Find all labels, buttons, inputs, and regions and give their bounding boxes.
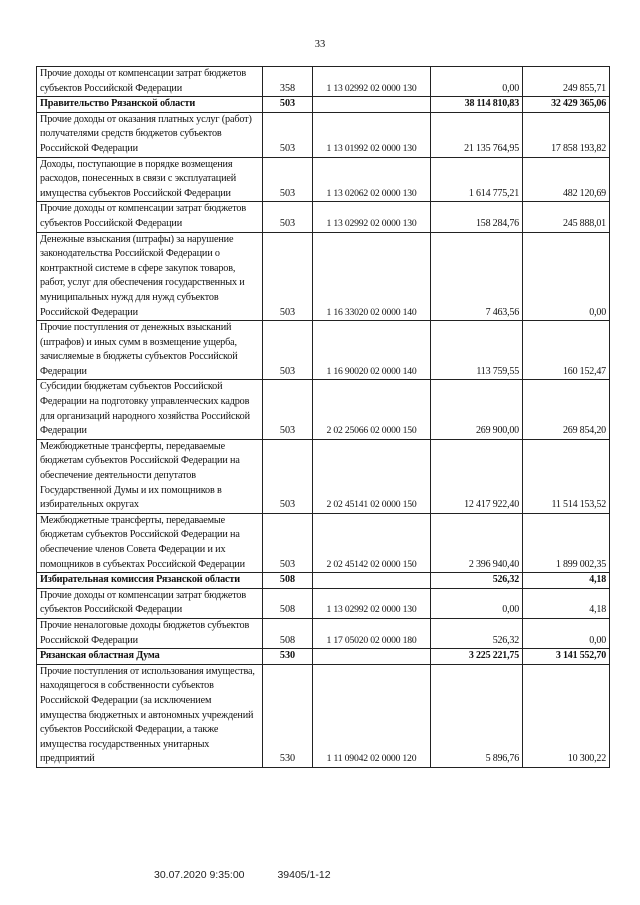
revenue-table bbox=[36, 66, 610, 768]
table-row bbox=[37, 649, 610, 665]
cell-amount-executed: 3 141 552,70 bbox=[523, 649, 610, 665]
cell-admin-code: 508 bbox=[263, 588, 313, 618]
cell-budget-code: 2 02 45141 02 0000 150 bbox=[313, 439, 431, 513]
cell-amount-assigned: 0,00 bbox=[431, 588, 523, 618]
cell-amount-executed: 249 855,71 bbox=[523, 67, 610, 97]
cell-amount-executed: 11 514 153,52 bbox=[523, 439, 610, 513]
cell-amount-executed: 269 854,20 bbox=[523, 380, 610, 439]
table-row bbox=[37, 618, 610, 648]
cell-name: Прочие доходы от компенсации затрат бюджетов субъектов Российской Федерации bbox=[37, 588, 263, 618]
cell-name: Прочие доходы от компенсации затрат бюджетов субъектов Российской Федерации bbox=[37, 202, 263, 232]
cell-admin-code: 503 bbox=[263, 157, 313, 202]
cell-name: Прочие доходы от компенсации затрат бюджетов субъектов Российской Федерации bbox=[37, 67, 263, 97]
cell-budget-code: 1 11 09042 02 0000 120 bbox=[313, 664, 431, 767]
cell-budget-code: 1 13 02992 02 0000 130 bbox=[313, 588, 431, 618]
cell-budget-code: 1 16 33020 02 0000 140 bbox=[313, 232, 431, 321]
cell-amount-assigned: 21 135 764,95 bbox=[431, 112, 523, 157]
cell-name: Прочие неналоговые доходы бюджетов субъектов Российской Федерации bbox=[37, 618, 263, 648]
cell-admin-code: 530 bbox=[263, 664, 313, 767]
document-footer bbox=[154, 869, 331, 881]
table-row bbox=[37, 573, 610, 589]
footer-timestamp: 30.07.2020 9:35:00 bbox=[154, 869, 245, 881]
table-row bbox=[37, 439, 610, 513]
cell-name: Межбюджетные трансферты, передаваемые бюджетам субъектов Российской Федерации на обеспечение деятельности депутатов Государственной Думы и их помощников в избирательных округах bbox=[37, 439, 263, 513]
cell-budget-code bbox=[313, 649, 431, 665]
cell-amount-assigned: 38 114 810,83 bbox=[431, 97, 523, 113]
cell-amount-executed: 4,18 bbox=[523, 588, 610, 618]
table-row bbox=[37, 112, 610, 157]
cell-name: Прочие доходы от оказания платных услуг (работ) получателями средств бюджетов субъектов Российской Федерации bbox=[37, 112, 263, 157]
cell-amount-assigned: 158 284,76 bbox=[431, 202, 523, 232]
cell-admin-code: 508 bbox=[263, 618, 313, 648]
cell-budget-code: 1 13 02062 02 0000 130 bbox=[313, 157, 431, 202]
cell-amount-assigned: 2 396 940,40 bbox=[431, 513, 523, 572]
cell-amount-assigned: 526,32 bbox=[431, 573, 523, 589]
table-row bbox=[37, 321, 610, 380]
cell-budget-code: 2 02 25066 02 0000 150 bbox=[313, 380, 431, 439]
cell-name: Субсидии бюджетам субъектов Российской Федерации на подготовку управленческих кадров для организаций народного хозяйства Российской Федерации bbox=[37, 380, 263, 439]
table-row bbox=[37, 202, 610, 232]
table-row bbox=[37, 97, 610, 113]
table-row bbox=[37, 513, 610, 572]
cell-admin-code: 503 bbox=[263, 439, 313, 513]
cell-name: Прочие поступления от денежных взысканий (штрафов) и иных сумм в возмещение ущерба, зачисляемые в бюджеты субъектов Российской Федерации bbox=[37, 321, 263, 380]
page-number: 33 bbox=[314, 39, 326, 50]
cell-amount-executed: 0,00 bbox=[523, 232, 610, 321]
cell-amount-executed: 482 120,69 bbox=[523, 157, 610, 202]
cell-name: Доходы, поступающие в порядке возмещения расходов, понесенных в связи с эксплуатацией имущества субъектов Российской Федерации bbox=[37, 157, 263, 202]
cell-amount-executed: 1 899 002,35 bbox=[523, 513, 610, 572]
cell-amount-assigned: 7 463,56 bbox=[431, 232, 523, 321]
cell-admin-code: 503 bbox=[263, 321, 313, 380]
cell-amount-assigned: 526,32 bbox=[431, 618, 523, 648]
cell-admin-code: 508 bbox=[263, 573, 313, 589]
cell-admin-code: 503 bbox=[263, 97, 313, 113]
cell-amount-executed: 245 888,01 bbox=[523, 202, 610, 232]
cell-budget-code: 1 13 01992 02 0000 130 bbox=[313, 112, 431, 157]
table-row bbox=[37, 157, 610, 202]
cell-budget-code bbox=[313, 573, 431, 589]
cell-name: Правительство Рязанской области bbox=[37, 97, 263, 113]
cell-amount-assigned: 0,00 bbox=[431, 67, 523, 97]
cell-amount-assigned: 12 417 922,40 bbox=[431, 439, 523, 513]
cell-amount-executed: 10 300,22 bbox=[523, 664, 610, 767]
cell-budget-code: 1 16 90020 02 0000 140 bbox=[313, 321, 431, 380]
cell-admin-code: 503 bbox=[263, 112, 313, 157]
table-row bbox=[37, 380, 610, 439]
cell-admin-code: 358 bbox=[263, 67, 313, 97]
cell-admin-code: 503 bbox=[263, 232, 313, 321]
cell-admin-code: 503 bbox=[263, 202, 313, 232]
table-row bbox=[37, 67, 610, 97]
cell-amount-executed: 0,00 bbox=[523, 618, 610, 648]
cell-budget-code: 1 17 05020 02 0000 180 bbox=[313, 618, 431, 648]
cell-name: Рязанская областная Дума bbox=[37, 649, 263, 665]
revenue-table-body bbox=[37, 67, 610, 768]
cell-amount-assigned: 1 614 775,21 bbox=[431, 157, 523, 202]
cell-amount-assigned: 113 759,55 bbox=[431, 321, 523, 380]
cell-budget-code: 2 02 45142 02 0000 150 bbox=[313, 513, 431, 572]
cell-budget-code bbox=[313, 97, 431, 113]
cell-admin-code: 530 bbox=[263, 649, 313, 665]
table-row bbox=[37, 664, 610, 767]
cell-amount-executed: 160 152,47 bbox=[523, 321, 610, 380]
cell-name: Прочие поступления от использования имущества, находящегося в собственности субъектов Российской Федерации (за исключением имущества бюджетных и автономных учреждений субъектов Российской Федерации, а также имущества государственных унитарных предприятий bbox=[37, 664, 263, 767]
cell-name: Избирательная комиссия Рязанской области bbox=[37, 573, 263, 589]
cell-amount-executed: 17 858 193,82 bbox=[523, 112, 610, 157]
cell-amount-assigned: 5 896,76 bbox=[431, 664, 523, 767]
cell-admin-code: 503 bbox=[263, 380, 313, 439]
cell-budget-code: 1 13 02992 02 0000 130 bbox=[313, 202, 431, 232]
table-row bbox=[37, 232, 610, 321]
table-row bbox=[37, 588, 610, 618]
cell-budget-code: 1 13 02992 02 0000 130 bbox=[313, 67, 431, 97]
cell-amount-executed: 32 429 365,06 bbox=[523, 97, 610, 113]
cell-amount-assigned: 269 900,00 bbox=[431, 380, 523, 439]
cell-admin-code: 503 bbox=[263, 513, 313, 572]
cell-amount-assigned: 3 225 221,75 bbox=[431, 649, 523, 665]
cell-name: Денежные взыскания (штрафы) за нарушение законодательства Российской Федерации о контрактной системе в сфере закупок товаров, работ, услуг для обеспечения государственных и муниципальных нужд для нужд субъектов Российской Федерации bbox=[37, 232, 263, 321]
cell-name: Межбюджетные трансферты, передаваемые бюджетам субъектов Российской Федерации на обеспечение членов Совета Федерации и их помощников в субъектах Российской Федерации bbox=[37, 513, 263, 572]
footer-doc-id: 39405/1-12 bbox=[277, 869, 331, 881]
cell-amount-executed: 4,18 bbox=[523, 573, 610, 589]
